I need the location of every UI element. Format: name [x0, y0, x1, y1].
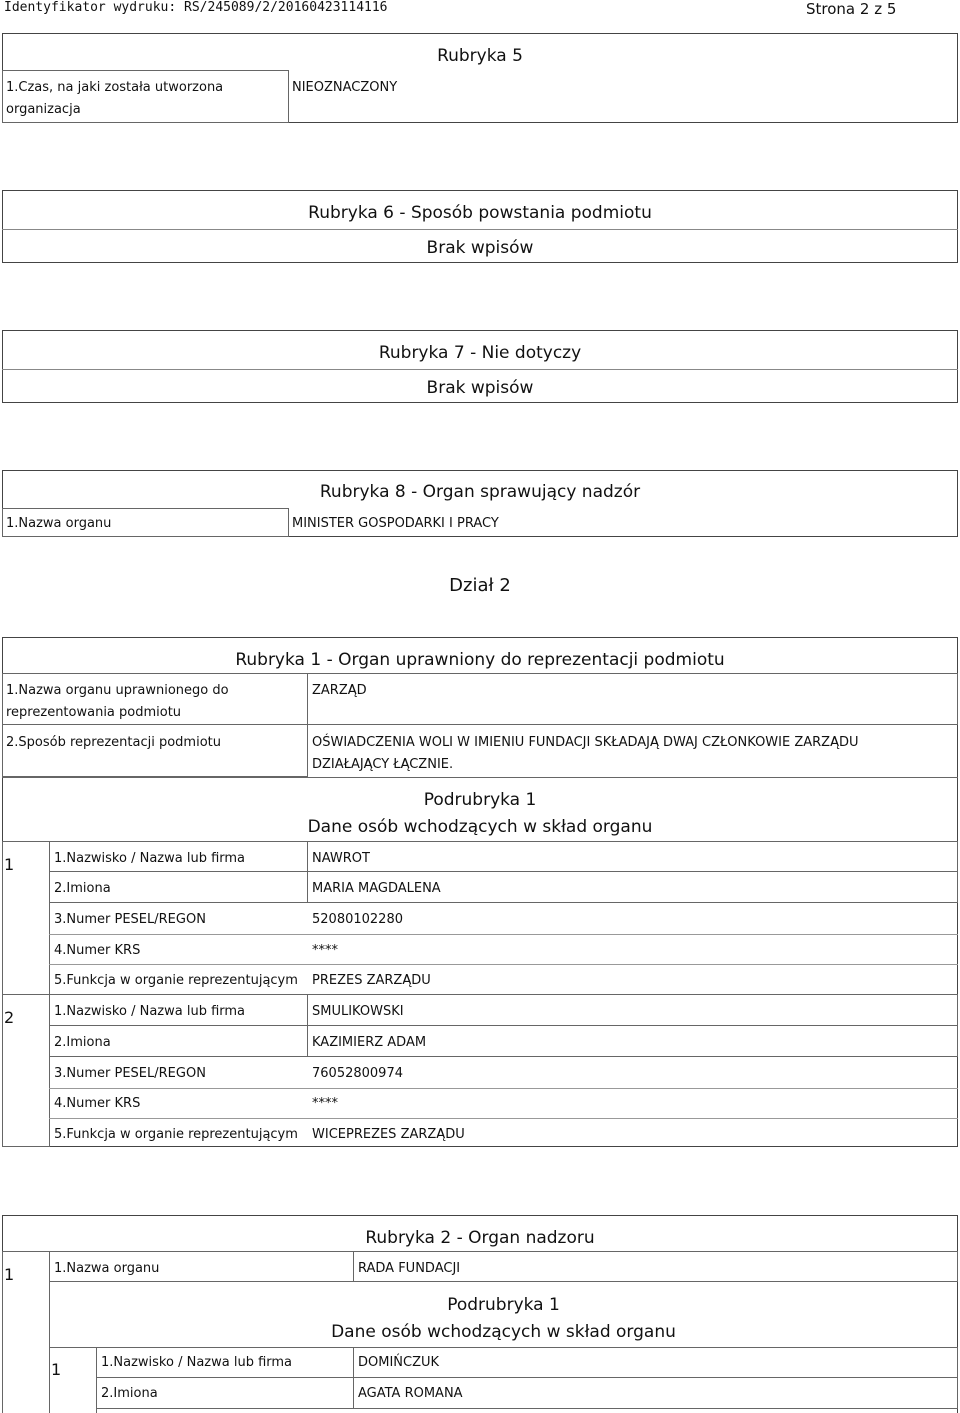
pesel-label: 3.Numer PESEL/REGON [54, 912, 206, 927]
person-number: 1 [51, 1360, 62, 1379]
function-label: 5.Funkcja w organie reprezentującym [54, 1127, 298, 1142]
divider [2, 777, 958, 778]
rubryka-8-value: MINISTER GOSPODARKI I PRACY [292, 516, 499, 531]
rubryka-7-empty: Brak wpisów [426, 378, 534, 398]
page-number: Strona 2 z 5 [806, 0, 897, 18]
subsection-title: Podrubryka 1 [423, 790, 537, 810]
pesel-label: 3.Numer PESEL/REGON [54, 1066, 206, 1081]
function-value: WICEPREZES ZARZĄDU [312, 1127, 465, 1142]
krs-label: 4.Numer KRS [54, 1096, 141, 1111]
rubryka-6-title: Rubryka 6 - Sposób powstania podmiotu [308, 203, 652, 223]
rubryka-7-title: Rubryka 7 - Nie dotyczy [378, 343, 582, 363]
organ-number: 1 [4, 1265, 15, 1284]
given-names-label: 2.Imiona [54, 1035, 111, 1050]
function-value: PREZES ZARZĄDU [312, 973, 431, 988]
krs-label: 4.Numer KRS [54, 943, 141, 958]
representation-value-line1: OŚWIADCZENIA WOLI W IMIENIU FUNDACJI SKŁADAJĄ DWAJ CZŁONKOWIE ZARZĄDU [312, 735, 859, 750]
divider [49, 1088, 958, 1089]
field-value-cell [307, 841, 958, 872]
organ-name-label-line1: 1.Nazwa organu uprawnionego do [6, 683, 229, 698]
rubryka-8-title: Rubryka 8 - Organ sprawujący nadzór [319, 482, 641, 502]
organ-label: 1.Nazwa organu [54, 1261, 160, 1276]
function-label: 5.Funkcja w organie reprezentującym [54, 973, 298, 988]
surname-label: 1.Nazwisko / Nazwa lub firma [101, 1355, 293, 1370]
person-number: 1 [4, 855, 15, 874]
surname-label: 1.Nazwisko / Nazwa lub firma [54, 851, 246, 866]
representation-value-line2: DZIAŁAJĄCY ŁĄCZNIE. [312, 757, 454, 772]
given-names-label: 2.Imiona [54, 881, 111, 896]
organ-name-value: ZARZĄD [312, 683, 367, 698]
surname-value: NAWROT [312, 851, 370, 866]
print-identifier: Identyfikator wydruku: RS/245089/2/20160423114116 [4, 0, 388, 15]
subsection-subtitle: Dane osób wchodzących w skład organu [331, 1322, 676, 1342]
field-value-cell [307, 994, 958, 1026]
rubryka-5-title: Rubryka 5 [437, 46, 523, 66]
person-number-cell [49, 1347, 97, 1413]
d2-rubryka-1-title: Rubryka 1 - Organ uprawniony do reprezentacji podmiotu [235, 650, 725, 670]
field-value-cell [353, 1347, 958, 1378]
divider [2, 369, 958, 370]
divider [49, 934, 958, 935]
surname-label: 1.Nazwisko / Nazwa lub firma [54, 1004, 246, 1019]
subsection-subtitle: Dane osób wchodzących w skład organu [307, 817, 653, 837]
divider [49, 1118, 958, 1119]
given-names-value: MARIA MAGDALENA [312, 881, 441, 896]
rubryka-5-value: NIEOZNACZONY [292, 80, 398, 95]
surname-value: SMULIKOWSKI [312, 1004, 404, 1019]
rubryka-6-empty: Brak wpisów [426, 238, 534, 258]
pesel-value: 52080102280 [312, 912, 403, 927]
surname-value: DOMIŃCZUK [358, 1355, 440, 1370]
krs-value: **** [312, 943, 338, 958]
d2-rubryka-2-title: Rubryka 2 - Organ nadzoru [365, 1228, 595, 1248]
rubryka-5-label-line2: organizacja [6, 102, 81, 117]
person-number: 2 [4, 1008, 15, 1027]
given-names-label: 2.Imiona [101, 1386, 158, 1401]
divider [49, 964, 958, 965]
organ-name-label-line2: reprezentowania podmiotu [6, 705, 182, 720]
organ-value: RADA FUNDACJI [358, 1261, 461, 1276]
divider [2, 229, 958, 230]
krs-value: **** [312, 1096, 338, 1111]
given-names-value: KAZIMIERZ ADAM [312, 1035, 427, 1050]
subsection-title: Podrubryka 1 [447, 1295, 560, 1315]
representation-label: 2.Sposób reprezentacji podmiotu [6, 735, 221, 750]
rubryka-5-label-line1: 1.Czas, na jaki została utworzona [6, 80, 224, 95]
organ-name-value-cell [307, 673, 958, 725]
rubryka-8-label: 1.Nazwa organu [6, 516, 112, 531]
given-names-value: AGATA ROMANA [358, 1386, 463, 1401]
section-title: Dział 2 [449, 575, 511, 596]
pesel-value: 76052800974 [312, 1066, 403, 1081]
